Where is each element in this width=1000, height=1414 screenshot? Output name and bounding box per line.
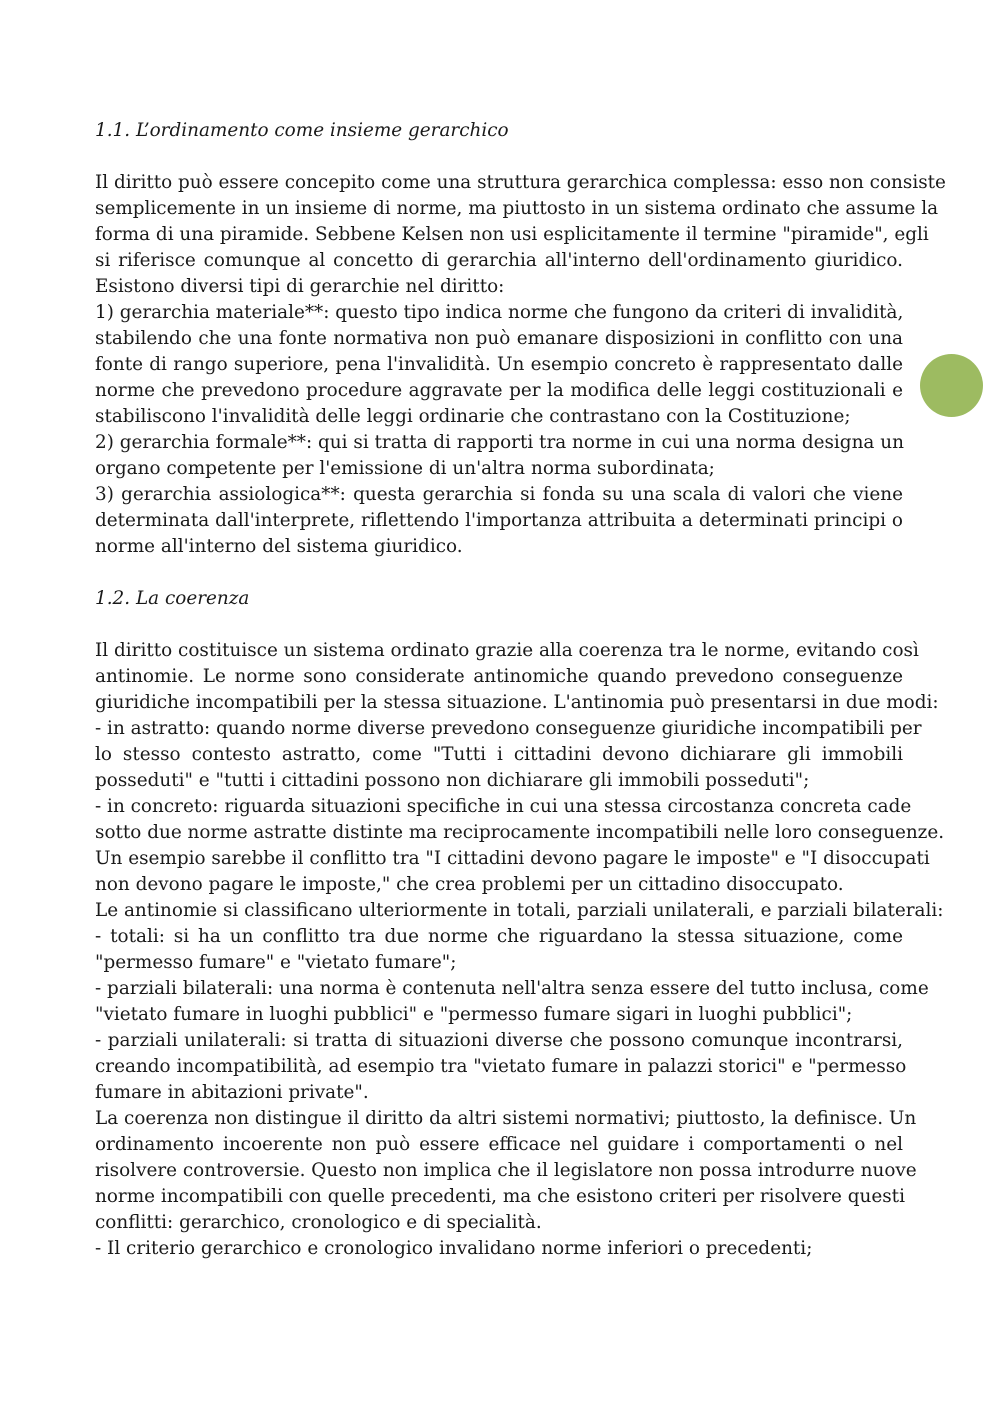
text-line: posseduti" e "tutti i cittadini possono non dichiarare gli immobili posseduti"; [95,770,810,791]
section-1-paragraph [95,170,946,560]
text-line: semplicemente in un insieme di norme, ma piuttosto in un sistema ordinato che assume la [95,198,939,219]
section-2-heading: 1.2. La coerenza [95,588,250,609]
text-line: "vietato fumare in luoghi pubblici" e "permesso fumare sigari in luoghi pubblici"; [95,1004,853,1025]
text-line: - parziali unilaterali: si tratta di situazioni diverse che possono comunque incontrarsi, [95,1030,903,1051]
text-line: norme incompatibili con quelle precedenti, ma che esistono criteri per risolvere questi [95,1186,905,1207]
text-line: sotto due norme astratte distinte ma reciprocamente incompatibili nelle loro conseguenze. [95,822,945,843]
text-line: creando incompatibilità, ad esempio tra "vietato fumare in palazzi storici" e "permesso [95,1056,907,1077]
text-line: 1) gerarchia materiale**: questo tipo indica norme che fungono da criteri di invalidità, [95,302,904,323]
text-line: fumare in abitazioni private". [95,1082,369,1103]
section-1-heading: 1.1. L’ordinamento come insieme gerarchico [95,120,509,141]
text-line: Esistono diversi tipi di gerarchie nel diritto: [95,276,505,297]
document-page [95,118,946,1262]
text-line: conflitti: gerarchico, cronologico e di specialità. [95,1212,542,1233]
text-line: antinomie. Le norme sono considerate antinomiche quando prevedono conseguenze [95,666,903,687]
section-2-paragraph [95,638,945,1262]
text-line: La coerenza non distingue il diritto da altri sistemi normativi; piuttosto, la definisce. Un [95,1108,917,1129]
text-line: - totali: si ha un conflitto tra due norme che riguardano la stessa situazione, come [95,926,903,947]
text-line: giuridiche incompatibili per la stessa situazione. L'antinomia può presentarsi in due modi: [95,692,939,713]
text-line: determinata dall'interprete, riflettendo l'importanza attribuita a determinati principi o [95,510,903,531]
text-line: risolvere controversie. Questo non implica che il legislatore non possa introdurre nuove [95,1160,917,1181]
text-line: - parziali bilaterali: una norma è contenuta nell'altra senza essere del tutto inclusa, come [95,978,929,999]
text-line: norme all'interno del sistema giuridico. [95,536,463,557]
text-line: "permesso fumare" e "vietato fumare"; [95,952,457,973]
text-line: - in astratto: quando norme diverse prevedono conseguenze giuridiche incompatibili per [95,718,922,739]
text-line: norme che prevedono procedure aggravate per la modifica delle leggi costituzionali e [95,380,903,401]
text-line: 3) gerarchia assiologica**: questa gerarchia si fonda su una scala di valori che viene [95,484,903,505]
text-line: 2) gerarchia formale**: qui si tratta di rapporti tra norme in cui una norma designa un [95,432,904,453]
text-line: ordinamento incoerente non può essere efficace nel guidare i comportamenti o nel [95,1134,903,1155]
text-line: stabiliscono l'invalidità delle leggi ordinarie che contrastano con la Costituzione; [95,406,851,427]
text-line: si riferisce comunque al concetto di gerarchia all'interno dell'ordinamento giuridico. [95,250,903,271]
text-line: fonte di rango superiore, pena l'invalidità. Un esempio concreto è rappresentato dalle [95,354,903,375]
text-line: lo stesso contesto astratto, come "Tutti i cittadini devono dichiarare gli immobili [95,744,903,765]
text-line: - Il criterio gerarchico e cronologico invalidano norme inferiori o precedenti; [95,1238,813,1259]
section-marker-circle [920,354,983,417]
text-line: - in concreto: riguarda situazioni specifiche in cui una stessa circostanza concreta cade [95,796,912,817]
text-line: organo competente per l'emissione di un'altra norma subordinata; [95,458,715,479]
text-line: Il diritto può essere concepito come una struttura gerarchica complessa: esso non consiste [95,172,946,193]
text-line: forma di una piramide. Sebbene Kelsen non usi esplicitamente il termine "piramide", egli [95,224,929,245]
text-line: stabilendo che una fonte normativa non può emanare disposizioni in conflitto con una [95,328,903,349]
text-line: non devono pagare le imposte," che crea problemi per un cittadino disoccupato. [95,874,844,895]
text-line: Il diritto costituisce un sistema ordinato grazie alla coerenza tra le norme, evitando così [95,640,919,661]
text-line: Le antinomie si classificano ulteriormente in totali, parziali unilaterali, e parziali bilaterali: [95,900,944,921]
text-line: Un esempio sarebbe il conflitto tra "I cittadini devono pagare le imposte" e "I disoccupati [95,848,930,869]
